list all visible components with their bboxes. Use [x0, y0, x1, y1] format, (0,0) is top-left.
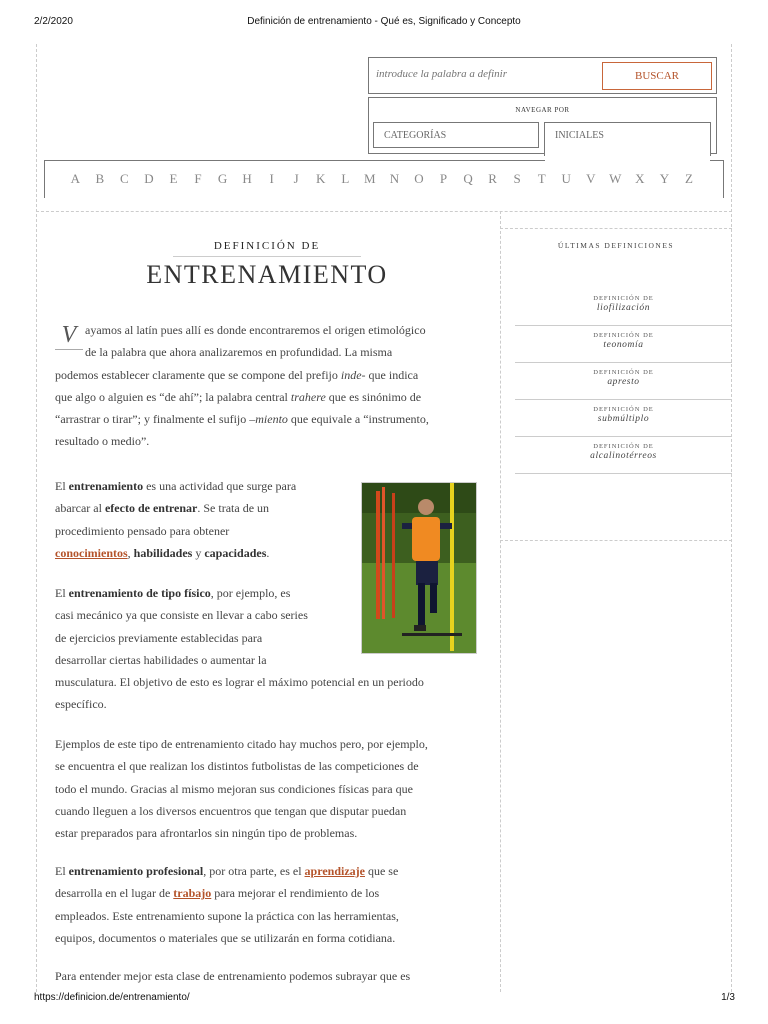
alphabet-letter-h[interactable]: H — [242, 171, 252, 186]
text-line: procedimiento pensado para obtener — [55, 523, 230, 538]
definition-prefix: DEFINICIÓN DE — [593, 369, 654, 376]
text-line: casi mecánico ya que consiste en llevar a cabo series — [55, 608, 308, 623]
alphabet-letter-s[interactable]: S — [513, 171, 521, 186]
print-title: Definición de entrenamiento - Qué es, Significado y Concepto — [247, 16, 521, 27]
latest-definition-link[interactable] — [515, 363, 732, 400]
link-aprendizaje[interactable]: aprendizaje — [304, 864, 365, 878]
text-line: “arrastrar o tirar”; y finalmente el sufijo –miento que equivale a “instrumento, — [55, 412, 429, 427]
text-line: Para entender mejor esta clase de entrenamiento podemos subrayar que es — [55, 969, 411, 983]
article-pretitle: DEFINICIÓN DE — [213, 240, 321, 252]
alphabet-letter-v[interactable]: V — [586, 171, 596, 186]
alphabet-letters — [63, 171, 701, 187]
alphabet-letter-n[interactable]: N — [389, 171, 400, 186]
alphabet-letter-g[interactable]: G — [217, 171, 228, 186]
text-line: cuando lleguen a los diversos encuentros que tengan que disputar puedan — [55, 803, 407, 818]
definition-word: submúltiplo — [597, 414, 650, 424]
print-date: 2/2/2020 — [34, 16, 73, 27]
alphabet-letter-c[interactable]: C — [120, 171, 129, 186]
latest-definitions — [500, 228, 732, 541]
text-line: conocimientos, habilidades y capacidades. — [55, 545, 270, 560]
tab-iniciales[interactable]: INICIALES — [544, 122, 711, 156]
latest-definition-link[interactable] — [515, 289, 732, 326]
alphabet-letter-y[interactable]: Y — [659, 171, 670, 186]
text-line: equipos, documentos o materiales que se utilizarán en forma cotidiana. — [55, 930, 396, 945]
link-conocimientos[interactable]: conocimientos — [55, 545, 128, 560]
print-page-number: 1/3 — [721, 992, 735, 1003]
alphabet-letter-a[interactable]: A — [70, 171, 80, 186]
alphabet-letter-d[interactable]: D — [144, 171, 154, 186]
alphabet-letter-b[interactable]: B — [95, 171, 105, 186]
alphabet-letter-p[interactable]: P — [439, 171, 448, 186]
paragraph — [55, 860, 479, 949]
tab-categorias[interactable]: CATEGORÍAS — [373, 122, 539, 148]
text-line: de la palabra que ahora analizaremos en profundidad. La misma — [85, 345, 393, 360]
print-header — [0, 16, 768, 32]
alphabet-letter-f[interactable]: F — [194, 171, 202, 186]
text-line: estar preparados para afrontarlos sin ningún tipo de problemas. — [55, 826, 358, 841]
definition-prefix: DEFINICIÓN DE — [593, 443, 654, 450]
alphabet-letter-j[interactable]: J — [293, 171, 299, 186]
text-line: abarcar al efecto de entrenar. Se trata de un — [55, 501, 270, 516]
alphabet-nav — [44, 160, 724, 198]
drop-cap: V — [55, 320, 83, 350]
paragraph — [55, 319, 479, 453]
search-box — [368, 57, 717, 94]
alphabet-letter-o[interactable]: O — [414, 171, 424, 186]
content-divider — [36, 211, 732, 212]
alphabet-letter-t[interactable]: T — [537, 171, 546, 186]
text-line: empleados. Este entrenamiento supone la práctica con las herramientas, — [55, 908, 399, 923]
link-trabajo[interactable]: trabajo — [173, 886, 212, 901]
definition-prefix: DEFINICIÓN DE — [593, 406, 654, 413]
text-line: musculatura. El objetivo de esto es lograr el máximo potencial en un periodo — [55, 675, 424, 690]
latest-definition-link[interactable] — [515, 400, 732, 437]
text-line: específico. — [55, 697, 107, 712]
paragraph — [55, 733, 479, 844]
alphabet-letter-r[interactable]: R — [488, 171, 497, 186]
text-line: resultado o medio”. — [55, 434, 150, 449]
print-url: https://definicion.de/entrenamiento/ — [34, 992, 190, 1003]
text-line: de ejercicios previamente establecidas para — [55, 630, 263, 645]
browse-label: NAVEGAR POR — [515, 106, 570, 114]
definition-word: alcalinotérreos — [590, 451, 657, 461]
alphabet-letter-m[interactable]: M — [364, 171, 376, 186]
text-line: El entrenamiento de tipo físico, por ejemplo, es — [55, 586, 291, 600]
title-rule — [173, 256, 361, 257]
alphabet-letter-z[interactable]: Z — [684, 171, 693, 186]
text-line: Ejemplos de este tipo de entrenamiento citado hay muchos pero, por ejemplo, — [55, 737, 428, 751]
text-line: podemos establecer claramente que se compone del prefijo inde- que indica — [55, 367, 419, 382]
text-line: desarrolla en el lugar de trabajo para mejorar el rendimiento de los — [55, 886, 380, 901]
definition-word: teonomía — [603, 340, 644, 350]
alphabet-letter-l[interactable]: L — [341, 171, 350, 186]
text-line: El entrenamiento profesional, por otra parte, es el aprendizaje que se — [55, 864, 399, 878]
text-line: El entrenamiento es una actividad que surge para — [55, 479, 297, 493]
soccer-training-photo — [362, 483, 477, 654]
print-footer — [0, 992, 768, 1008]
latest-definition-link[interactable] — [515, 437, 732, 474]
article-photo — [361, 482, 477, 654]
browse-box — [368, 97, 717, 154]
text-line: que algo o alguien es “de ahí”; la palabra central trahere que es sinónimo de — [55, 389, 422, 404]
definition-word: apresto — [607, 377, 640, 387]
text-line: todo el mundo. Gracias al mismo mejoran sus condiciones físicas para que — [55, 781, 413, 796]
page-title: ENTRENAMIENTO — [146, 260, 388, 289]
text-line: desarrollar ciertas habilidades o aumentar la — [55, 652, 267, 667]
definition-word: liofilización — [596, 303, 651, 313]
alphabet-letter-x[interactable]: X — [635, 171, 645, 186]
alphabet-letter-i[interactable]: I — [269, 171, 274, 186]
alphabet-letter-u[interactable]: U — [561, 171, 571, 186]
alphabet-letter-e[interactable]: E — [169, 171, 178, 186]
search-input[interactable] — [376, 68, 596, 80]
latest-definitions-title: ÚLTIMAS DEFINICIONES — [557, 241, 675, 250]
alphabet-letter-k[interactable]: K — [316, 171, 326, 186]
definition-prefix: DEFINICIÓN DE — [593, 332, 654, 339]
text-line: se encuentra el que realizan los distintos futbolistas de las competiciones de — [55, 759, 419, 774]
alphabet-letter-q[interactable]: Q — [463, 171, 473, 186]
paragraph — [55, 965, 479, 987]
definition-prefix: DEFINICIÓN DE — [593, 295, 654, 302]
latest-definition-link[interactable] — [515, 326, 732, 363]
alphabet-letter-w[interactable]: W — [609, 171, 622, 186]
text-line: ayamos al latín pues allí es donde encontraremos el origen etimológico — [85, 323, 426, 337]
search-button[interactable]: BUSCAR — [602, 62, 712, 90]
